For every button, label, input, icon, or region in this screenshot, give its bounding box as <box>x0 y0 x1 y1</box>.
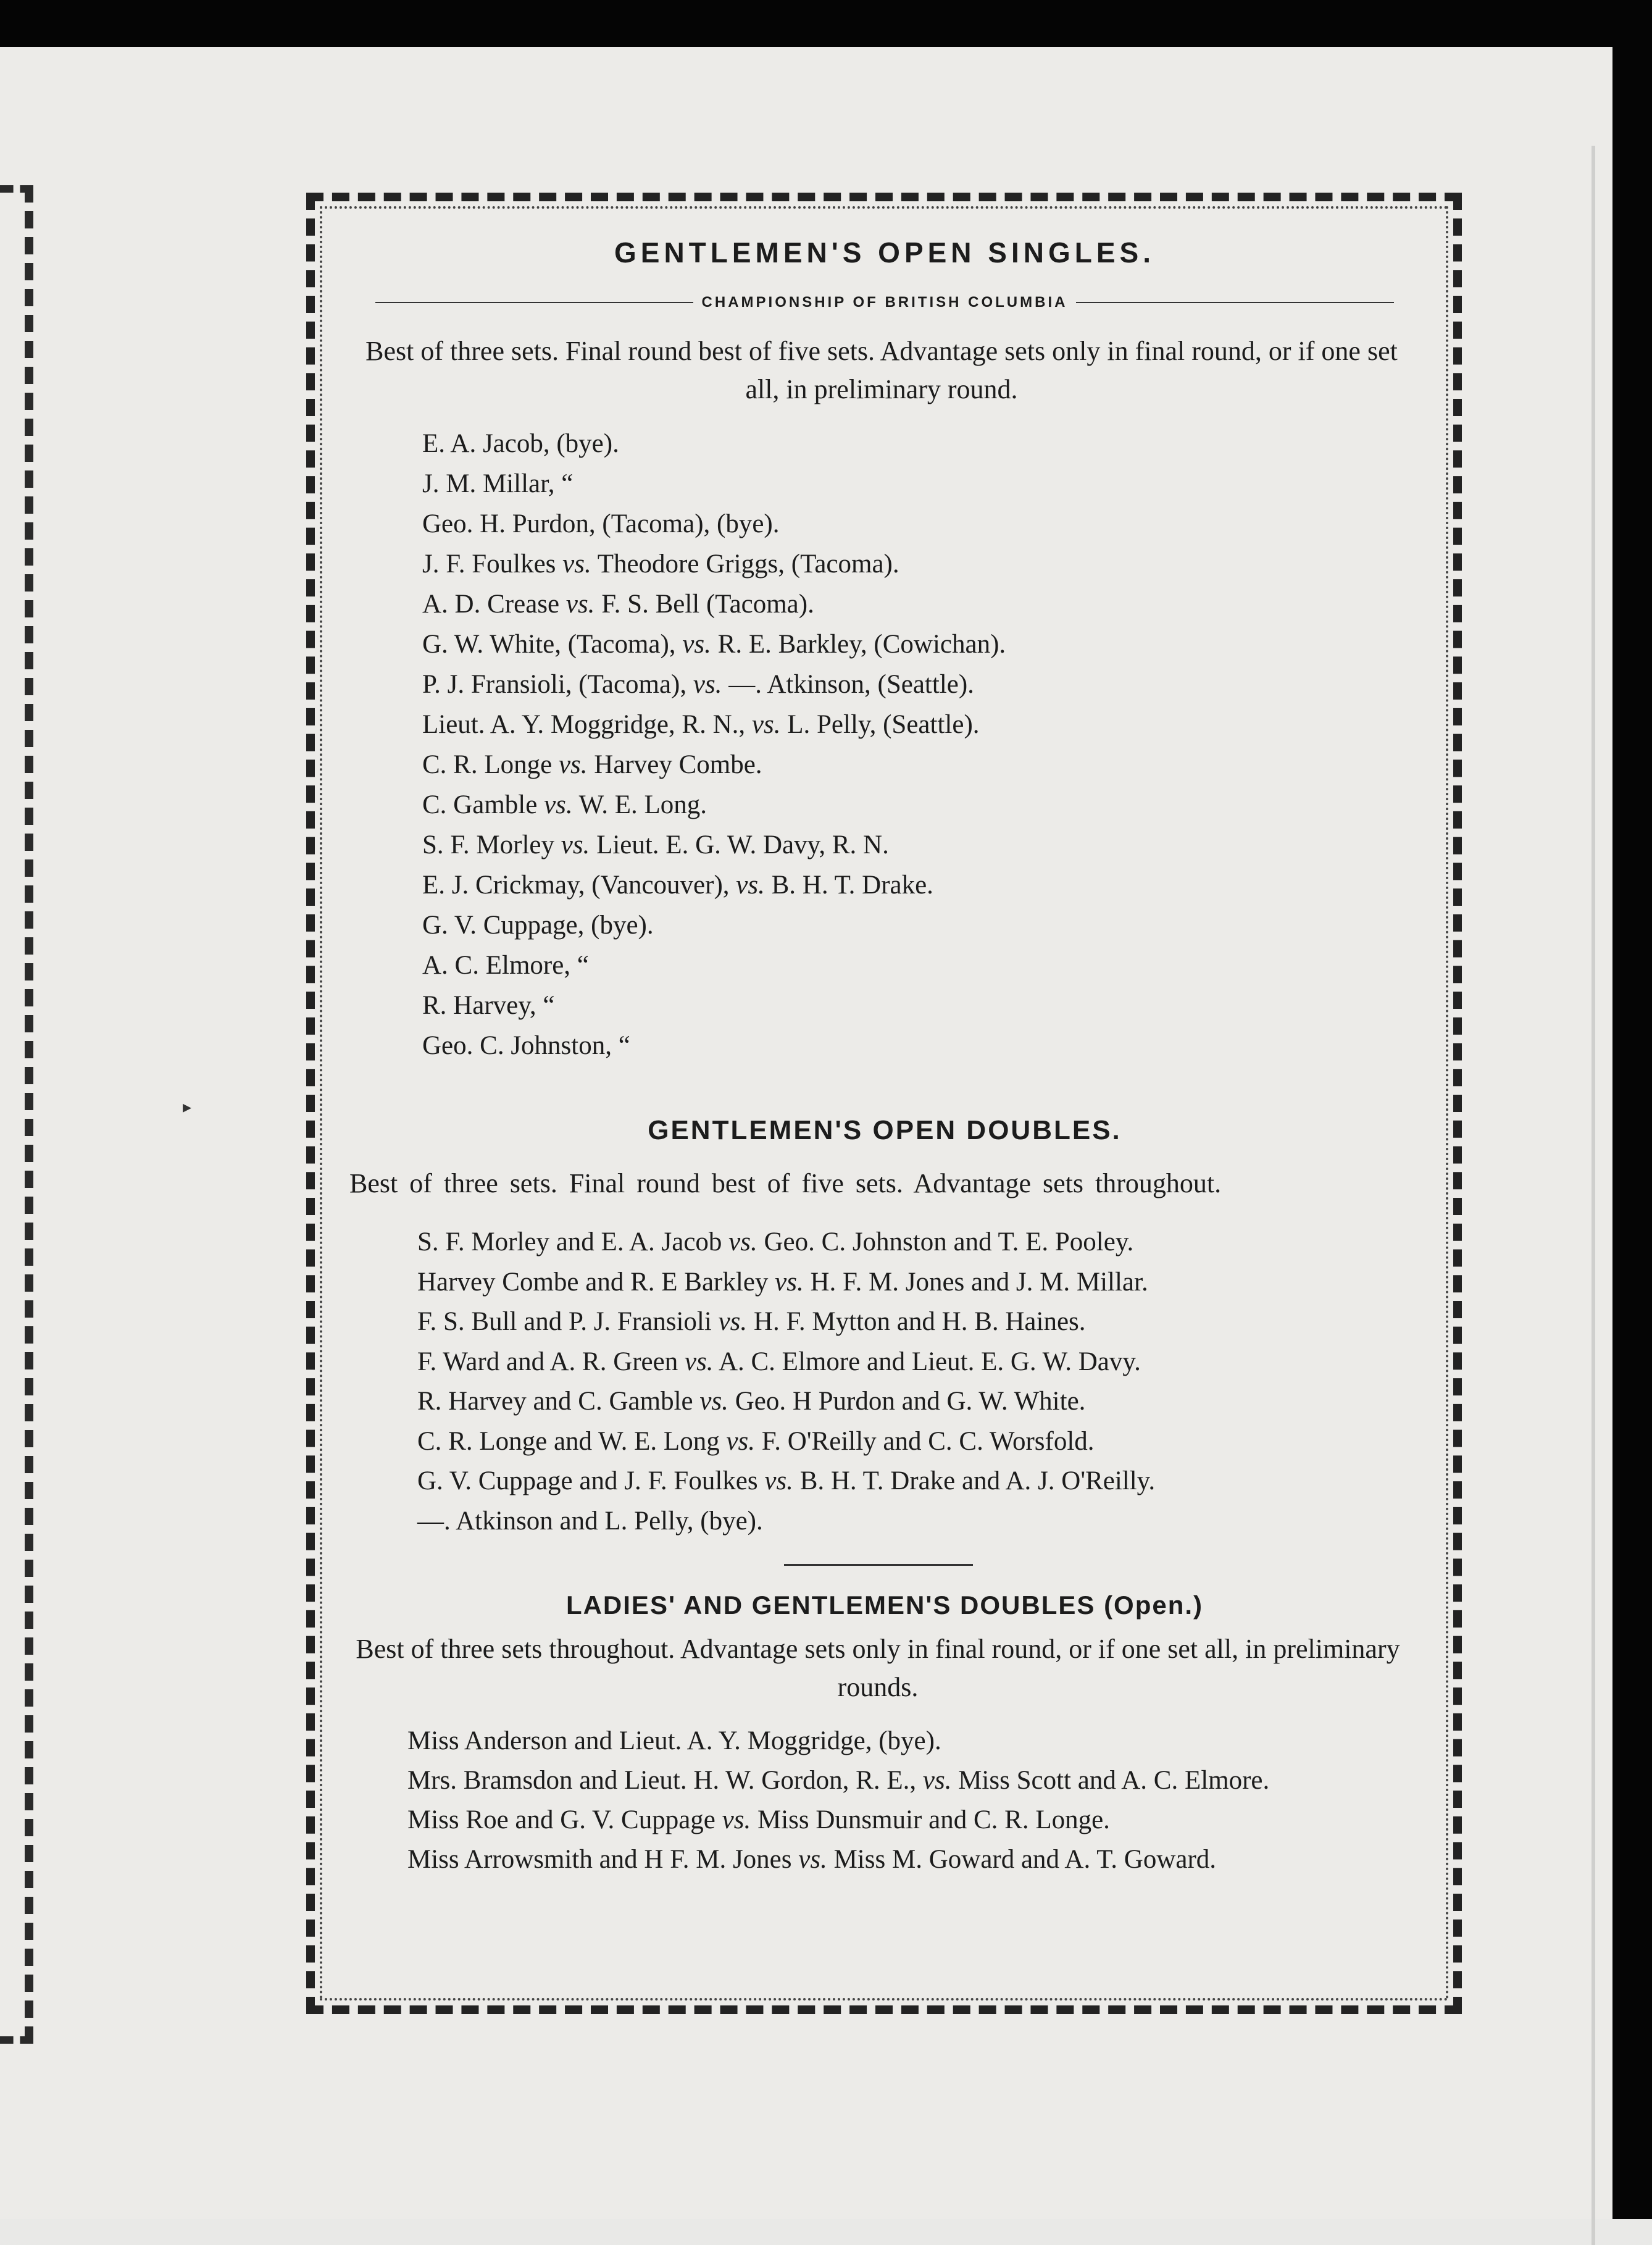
singles-entry: J. F. Foulkes vs. Theodore Griggs, (Tacoma). <box>422 550 899 579</box>
singles-entry: C. Gamble vs. W. E. Long. <box>422 790 707 819</box>
singles-entry: Geo. H. Purdon, (Tacoma), (bye). <box>422 509 780 538</box>
mixed-entry: Miss Anderson and Lieut. A. Y. Moggridge, (bye). <box>407 1726 941 1755</box>
mixed-rules-note: Best of three sets throughout. Advantage sets only in final round, or if one set all, in preliminary rounds. <box>356 1634 1400 1702</box>
scan-top-edge <box>0 0 1652 47</box>
singles-heading: GENTLEMEN'S OPEN SINGLES. <box>614 236 1156 269</box>
singles-entry: Geo. C. Johnston, “ <box>422 1031 630 1060</box>
page-fold-shadow <box>1592 146 1595 2245</box>
doubles-entry: G. V. Cuppage and J. F. Foulkes vs. B. H. T. Drake and A. J. O'Reilly. <box>417 1466 1156 1495</box>
singles-entry: S. F. Morley vs. Lieut. E. G. W. Davy, R. N. <box>422 830 889 859</box>
singles-entry: G. V. Cuppage, (bye). <box>422 911 654 940</box>
singles-entry: A. C. Elmore, “ <box>422 951 589 980</box>
mixed-entry: Miss Arrowsmith and H F. M. Jones vs. Miss M. Goward and A. T. Goward. <box>407 1845 1217 1874</box>
singles-entry: E. J. Crickmay, (Vancouver), vs. B. H. T. Drake. <box>422 871 933 900</box>
mixed-draw-list <box>344 1721 1412 1879</box>
doubles-entry: Harvey Combe and R. E Barkley vs. H. F. M. Jones and J. M. Millar. <box>417 1267 1148 1297</box>
singles-entry: Lieut. A. Y. Moggridge, R. N., vs. L. Pelly, (Seattle). <box>422 710 980 739</box>
scan-right-edge <box>1612 0 1652 2219</box>
doubles-entry: C. R. Longe and W. E. Long vs. F. O'Reilly and C. C. Worsfold. <box>417 1426 1095 1456</box>
margin-mark: ▸ <box>183 1098 192 1117</box>
doubles-heading: GENTLEMEN'S OPEN DOUBLES. <box>648 1115 1122 1145</box>
singles-draw-list <box>422 424 1006 1066</box>
singles-entry: J. M. Millar, “ <box>422 469 574 498</box>
mixed-entry: Mrs. Bramsdon and Lieut. H. W. Gordon, R. E., vs. Miss Scott and A. C. Elmore. <box>407 1766 1270 1795</box>
doubles-rules-note: Best of three sets. Final round best of five sets. Advantage sets throughout. <box>349 1168 1222 1198</box>
doubles-entry: F. S. Bull and P. J. Fransioli vs. H. F. Mytton and H. B. Haines. <box>417 1307 1086 1336</box>
singles-entry: P. J. Fransioli, (Tacoma), vs. —. Atkinson, (Seattle). <box>422 670 974 699</box>
singles-subtitle-rule <box>375 290 1394 315</box>
mixed-heading: LADIES' AND GENTLEMEN'S DOUBLES (Open.) <box>565 1591 1204 1620</box>
previous-page-border <box>0 185 33 2044</box>
singles-rules-note: Best of three sets. Final round best of five sets. Advantage sets only in final round, or if one set all, in preliminary round. <box>365 336 1398 404</box>
singles-subtitle: CHAMPIONSHIP OF BRITISH COLUMBIA <box>701 294 1068 311</box>
mixed-entry: Miss Roe and G. V. Cuppage vs. Miss Dunsmuir and C. R. Longe. <box>407 1805 1110 1834</box>
singles-entry: A. D. Crease vs. F. S. Bell (Tacoma). <box>422 590 814 619</box>
doubles-entry: S. F. Morley and E. A. Jacob vs. Geo. C. Johnston and T. E. Pooley. <box>417 1227 1134 1256</box>
doubles-entry: F. Ward and A. R. Green vs. A. C. Elmore and Lieut. E. G. W. Davy. <box>417 1347 1141 1376</box>
doubles-draw-list <box>417 1223 1155 1541</box>
doubles-entry: —. Atkinson and L. Pelly, (bye). <box>417 1506 763 1536</box>
singles-entry: G. W. White, (Tacoma), vs. R. E. Barkley, (Cowichan). <box>422 630 1006 659</box>
singles-entry: R. Harvey, “ <box>422 991 555 1020</box>
singles-entry: E. A. Jacob, (bye). <box>422 429 619 458</box>
section-divider <box>784 1564 973 1566</box>
doubles-entry: R. Harvey and C. Gamble vs. Geo. H Purdon and G. W. White. <box>417 1387 1086 1416</box>
singles-entry: C. R. Longe vs. Harvey Combe. <box>422 750 762 779</box>
